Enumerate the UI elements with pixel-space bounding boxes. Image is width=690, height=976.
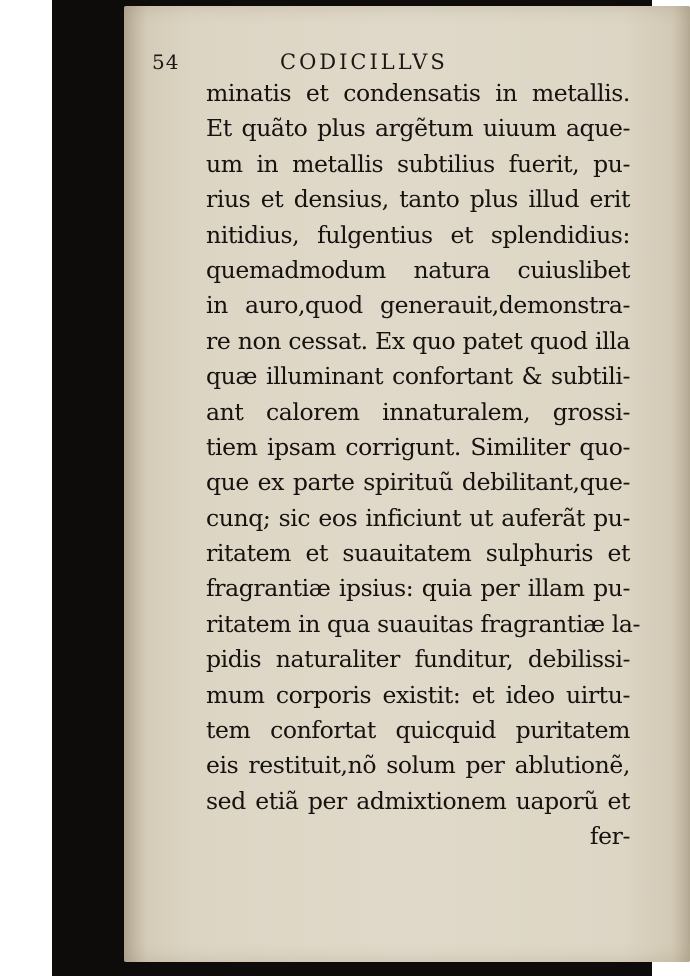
text-line: um in metallis subtilius fuerit, pu- — [206, 149, 630, 178]
text-line: ritatem in qua suauitas fragrantiæ la- — [206, 609, 641, 638]
text-line: ant calorem innaturalem, grossi- — [206, 397, 630, 426]
text-line: sed etiã per admixtionem uaporũ et — [206, 786, 630, 815]
text-line: fragrantiæ ipsius: quia per illam pu- — [206, 574, 630, 603]
text-line: Et quãto plus argẽtum uiuum aque- — [206, 114, 630, 143]
text-line: minatis et condensatis in metallis. — [206, 79, 630, 107]
text-line: quæ illuminant confortant & subtili- — [206, 362, 630, 391]
text-line: mum corporis existit: et ideo uirtu- — [206, 680, 630, 709]
text-line: pidis naturaliter funditur, debilissi- — [206, 645, 630, 674]
body-text — [206, 76, 641, 855]
text-line: que ex parte spirituũ debilitant,que- — [206, 468, 630, 497]
text-line: eis restituit,nõ solum per ablutionẽ, — [206, 751, 630, 780]
text-line: tiem ipsam corrigunt. Similiter quo- — [206, 432, 630, 461]
text-line: rius et densius, tanto plus illud erit — [206, 185, 630, 214]
text-line: quemadmodum natura cuiuslibet — [206, 255, 630, 284]
text-line: nitidius, fulgentius et splendidius: — [206, 220, 630, 249]
page-number: 54 — [152, 50, 180, 74]
text-line: tem confortat quicquid puritatem — [206, 716, 630, 745]
text-line: cunq; sic eos inficiunt ut auferãt pu- — [206, 503, 630, 532]
text-line: re non cessat. Ex quo patet quod illa — [206, 326, 630, 355]
text-line: ritatem et suauitatem sulphuris et — [206, 539, 630, 568]
text-line: in auro,quod generauit,demonstra- — [206, 291, 630, 320]
running-head: CODICILLVS — [280, 50, 448, 74]
catchword: fer- — [589, 822, 630, 851]
